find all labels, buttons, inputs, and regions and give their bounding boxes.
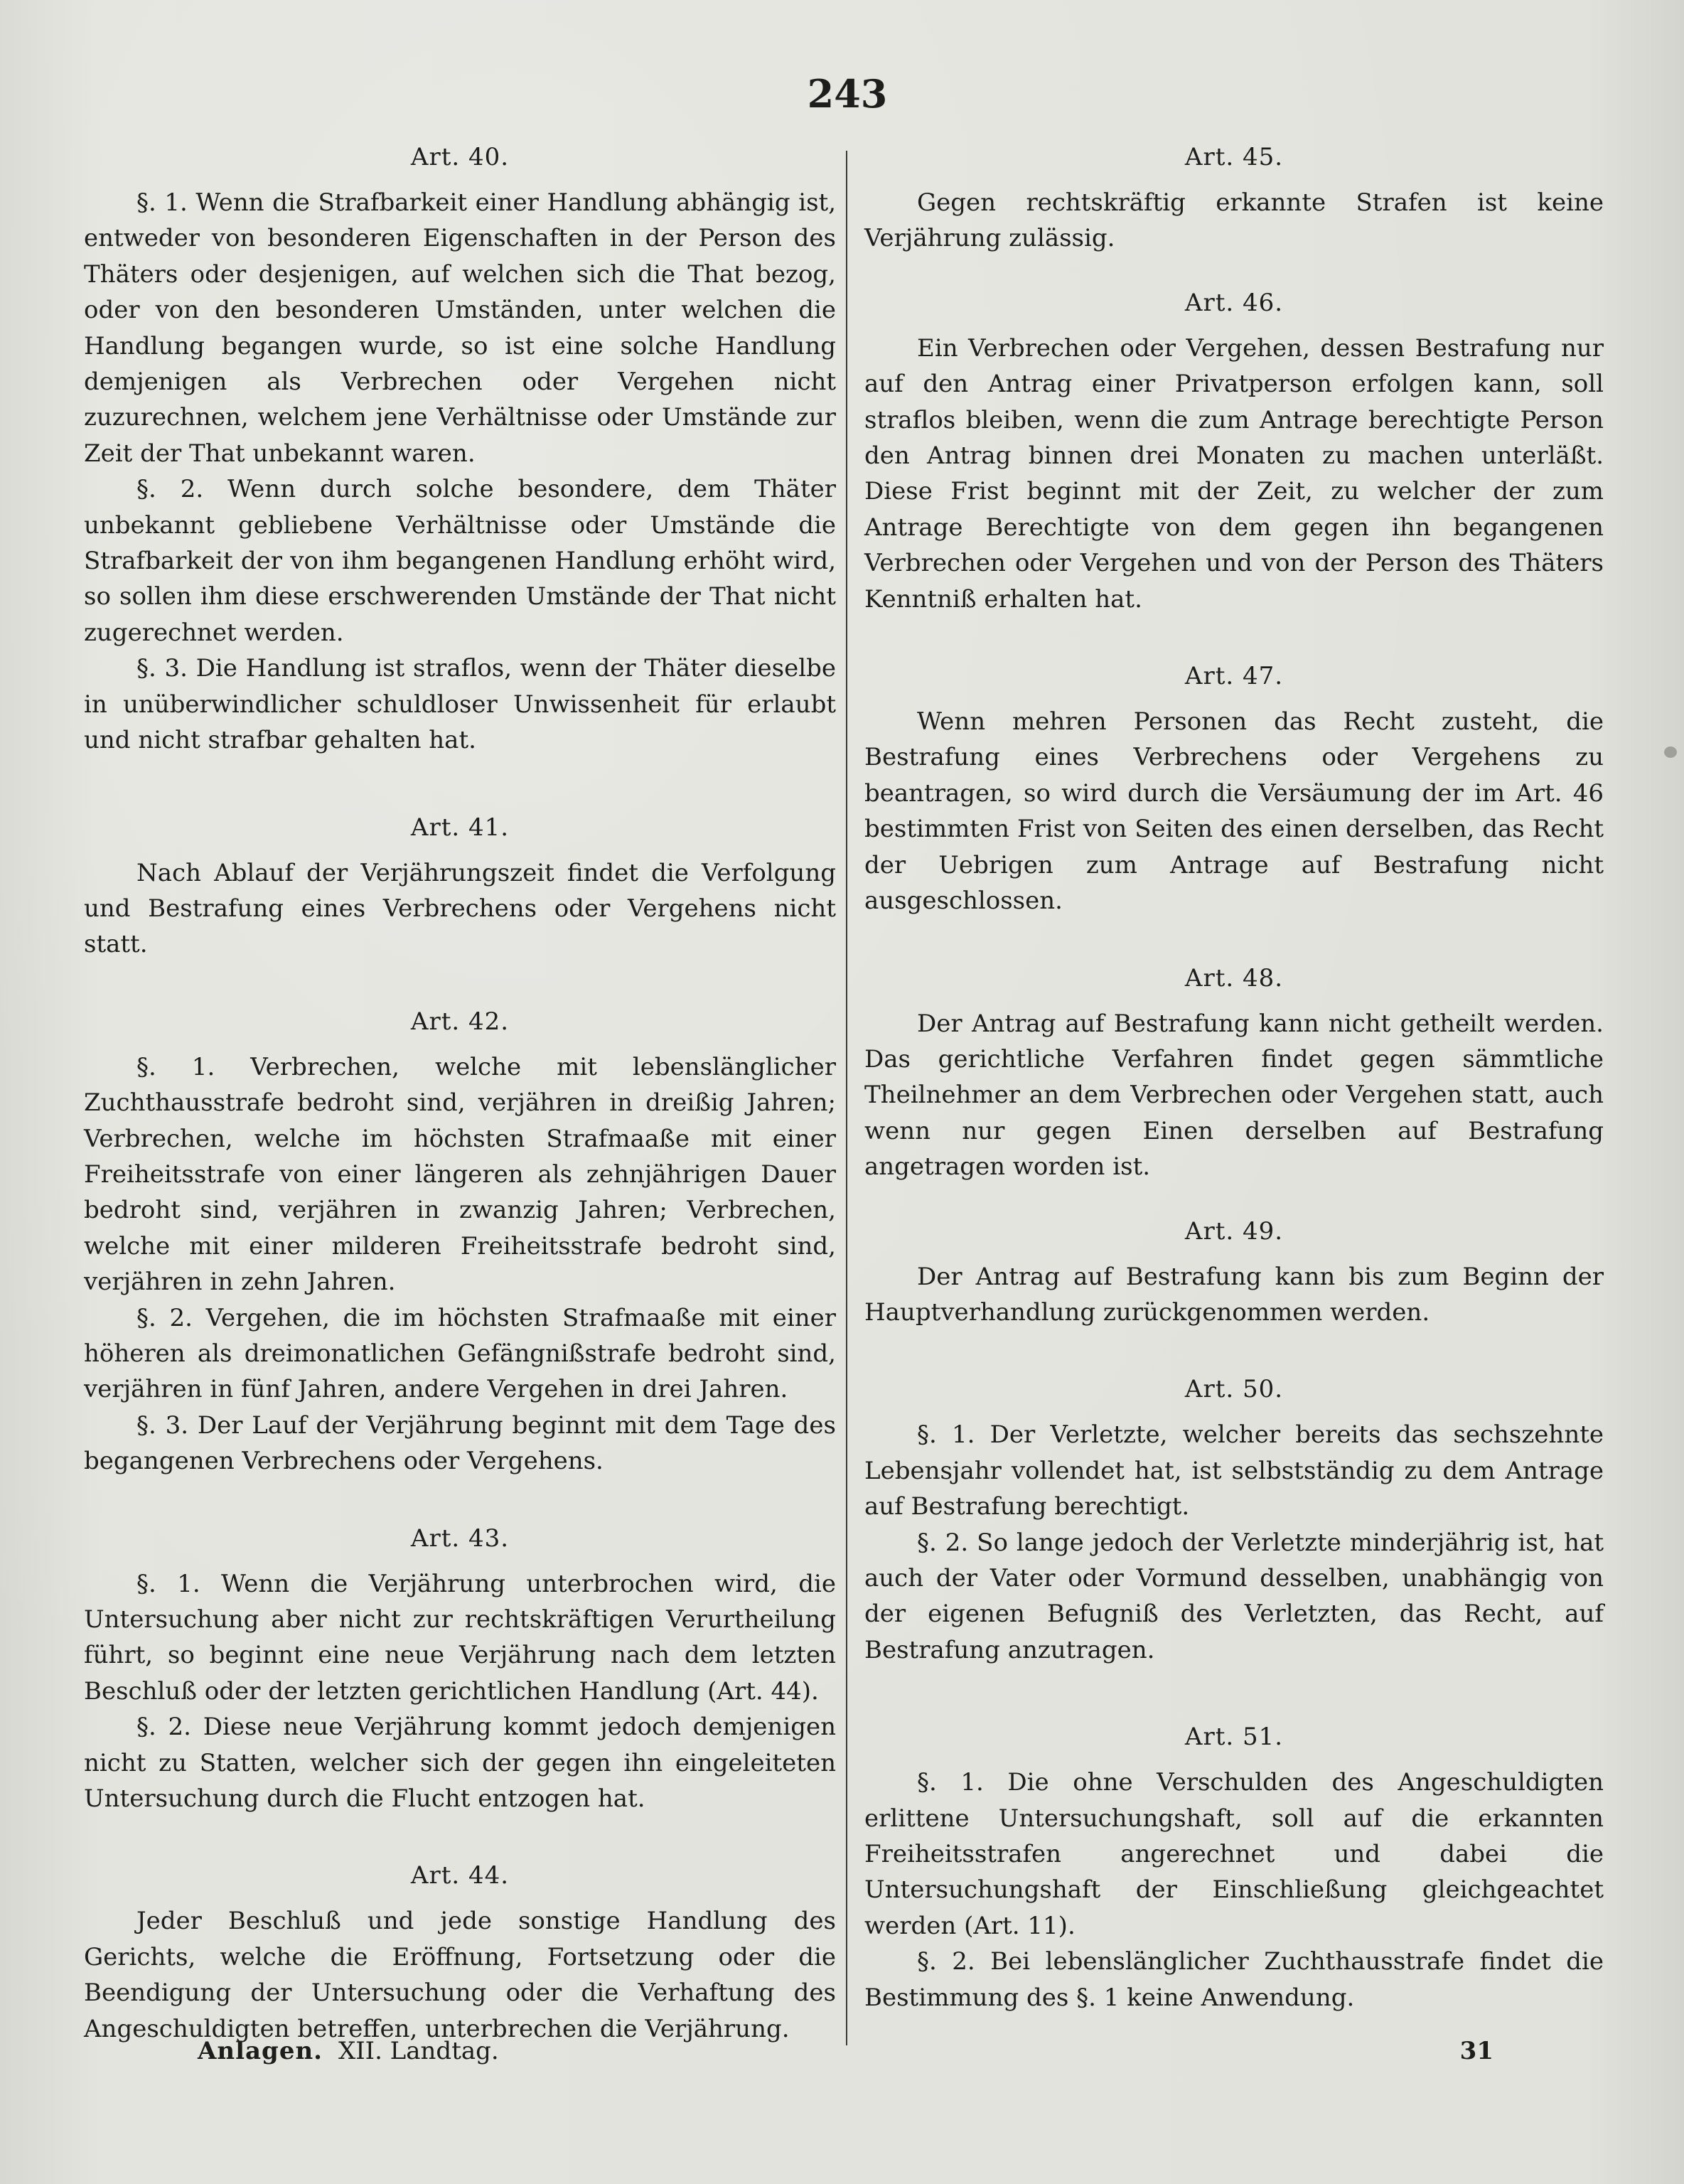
article-40 [84, 139, 836, 759]
article-paragraph: §. 2. So lange jedoch der Verletzte minderjährig ist, hat auch der Vater oder Vormund desselben, unabhängig von der eigenen Befugniß des Verletzten, das Recht, auf Bestrafung anzutragen. [864, 1528, 1604, 1664]
article-48 [864, 960, 1604, 1185]
footer-anlagen: Anlagen. [198, 2037, 323, 2065]
article-paragraph: §. 2. Vergehen, die im höchsten Strafmaaße mit einer höheren als dreimonatlichen Gefängnißstrafe bedroht sind, verjähren in fünf Jahren, andere Vergehen in drei Jahren. [84, 1303, 836, 1404]
article-title: Art. 41. [410, 813, 510, 842]
article-title: Art. 40. [410, 143, 510, 171]
article-paragraph: Ein Verbrechen oder Vergehen, dessen Bestrafung nur auf den Antrag einer Privatperson erfolgen kann, soll straflos bleiben, wenn die zum Antrage berechtigte Person den Antrag binnen drei Monaten zu machen unterläßt. Diese Frist beginnt mit der Zeit, zu welcher der zum Antrage Berechtigte von dem gegen ihn begangenen Verbrechen oder Vergehen und von der Person des Thäters Kenntniß erhalten hat. [864, 333, 1604, 614]
article-45 [864, 139, 1604, 257]
article-47 [864, 658, 1604, 919]
ink-smudge [1664, 746, 1677, 758]
article-paragraph: §. 2. Bei lebenslänglicher Zuchthausstrafe findet die Bestimmung des §. 1 keine Anwendung. [864, 1947, 1604, 2012]
article-paragraph: §. 1. Der Verletzte, welcher bereits das sechszehnte Lebensjahr vollendet hat, ist selbstständig zu dem Antrage auf Bestrafung berechtigt. [864, 1420, 1604, 1521]
article-paragraph: §. 1. Wenn die Strafbarkeit einer Handlung abhängig ist, entweder von besonderen Eigenschaften in der Person des Thäters oder desjenigen, auf welchen sich die That bezog, oder von den besonderen Umständen, unter welchen die Handlung begangen wurde, so ist eine solche Handlung demjenigen als Verbrechen oder Vergehen nicht zuzurechnen, welchem jene Verhältnisse oder Umstände zur Zeit der That unbekannt waren. [84, 188, 836, 468]
article-title: Art. 45. [1184, 143, 1284, 171]
right-column [864, 139, 1604, 2016]
article-paragraph: §. 2. Diese neue Verjährung kommt jedoch demjenigen nicht zu Statten, welcher sich der gegen ihn eingeleiteten Untersuchung durch die Flucht entzogen hat. [84, 1713, 836, 1814]
page-footer [84, 2033, 1600, 2069]
article-paragraph: §. 1. Wenn die Verjährung unterbrochen wird, die Untersuchung aber nicht zur rechtskräftigen Verurtheilung führt, so beginnt eine neue Verjährung nach dem letzten Beschluß oder der letzten gerichtlichen Handlung (Art. 44). [84, 1569, 836, 1706]
article-paragraph: §. 2. Wenn durch solche besondere, dem Thäter unbekannt gebliebene Verhältnisse oder Umstände die Strafbarkeit der von ihm begangenen Handlung erhöht wird, so sollen ihm diese erschwerenden Umstände der That nicht zugerechnet werden. [84, 475, 836, 647]
article-paragraph: §. 1. Die ohne Verschulden des Angeschuldigten erlittene Untersuchungshaft, soll auf die erkannten Freiheitsstrafen angerechnet und dabei die Untersuchungshaft der Einschließung gleichgeachtet werden (Art. 11). [864, 1768, 1604, 1940]
article-paragraph: Nach Ablauf der Verjährungszeit findet die Verfolgung und Bestrafung eines Verbrechens oder Vergehens nicht statt. [84, 858, 836, 959]
article-paragraph: §. 3. Der Lauf der Verjährung beginnt mit dem Tage des begangenen Verbrechens oder Vergehens. [84, 1410, 836, 1476]
article-42 [84, 1004, 836, 1479]
article-title: Art. 47. [1184, 662, 1284, 691]
article-title: Art. 51. [1184, 1723, 1284, 1752]
article-paragraph: Gegen rechtskräftig erkannte Strafen ist keine Verjährung zulässig. [864, 188, 1604, 253]
article-title: Art. 48. [1184, 963, 1284, 992]
page-number: 243 [807, 71, 888, 117]
article-41 [84, 810, 836, 963]
article-49 [864, 1214, 1604, 1331]
footer-signature: 31 [1459, 2037, 1493, 2065]
article-title: Art. 49. [1184, 1216, 1284, 1246]
article-title: Art. 46. [1184, 288, 1284, 317]
article-paragraph: Wenn mehren Personen das Recht zusteht, die Bestrafung eines Verbrechens oder Vergehens zu beantragen, so wird durch die Versäumung der im Art. 46 bestimmten Frist von Seiten des einen derselben, das Recht der Uebrigen zum Antrage auf Bestrafung nicht ausgeschlossen. [864, 707, 1604, 916]
article-title: Art. 43. [410, 1524, 510, 1553]
left-column [84, 139, 836, 2047]
article-title: Art. 50. [1184, 1375, 1284, 1404]
article-title: Art. 42. [410, 1007, 510, 1036]
article-paragraph: Jeder Beschluß und jede sonstige Handlung des Gerichts, welche die Eröffnung, Fortsetzung oder die Beendigung der Untersuchung oder die Verhaftung des Angeschuldigten betreffen, unterbrechen die Verjährung. [84, 1907, 836, 2043]
article-43 [84, 1521, 836, 1817]
article-paragraph: Der Antrag auf Bestrafung kann bis zum Beginn der Hauptverhandlung zurückgenommen werden. [864, 1262, 1604, 1327]
article-paragraph: §. 1. Verbrechen, welche mit lebenslänglicher Zuchthausstrafe bedroht sind, verjähren in dreißig Jahren; Verbrechen, welche im höchsten Strafmaaße mit einer Freiheitsstrafe von einer längeren als zehnjährigen Dauer bedroht sind, verjähren in zwanzig Jahren; Verbrechen, welche mit einer milderen Freiheitsstrafe bedroht sind, verjähren in zehn Jahren. [84, 1052, 836, 1297]
article-51 [864, 1719, 1604, 2016]
footer-landtag: XII. Landtag. [338, 2037, 499, 2065]
article-44 [84, 1858, 836, 2047]
article-paragraph: Der Antrag auf Bestrafung kann nicht getheilt werden. Das gerichtliche Verfahren findet gegen sämmtliche Theilnehmer an dem Verbrechen oder Vergehen statt, auch wenn nur gegen Einen derselben auf Bestrafung angetragen worden ist. [864, 1009, 1604, 1182]
article-46 [864, 285, 1604, 617]
column-divider [846, 151, 847, 2045]
article-title: Art. 44. [410, 1861, 510, 1890]
article-50 [864, 1371, 1604, 1668]
article-paragraph: §. 3. Die Handlung ist straflos, wenn der Thäter dieselbe in unüberwindlicher schuldloser Unwissenheit für erlaubt und nicht strafbar gehalten hat. [84, 654, 836, 755]
